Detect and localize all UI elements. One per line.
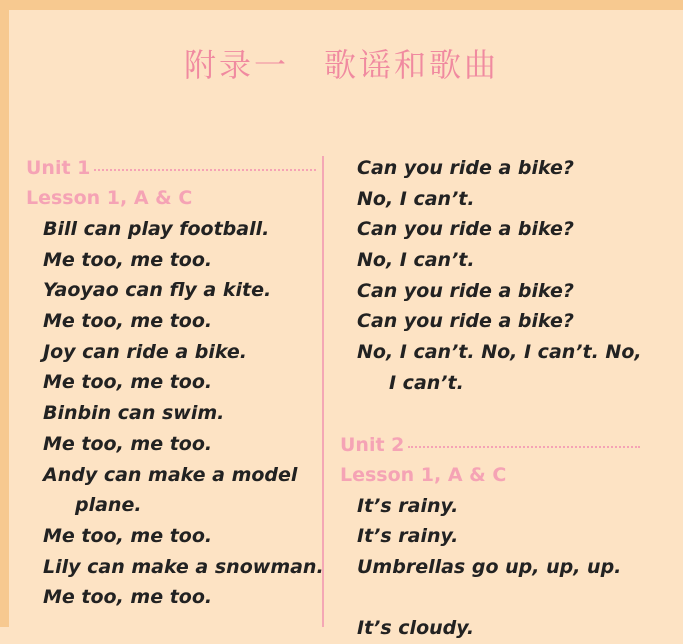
unit-label: Unit 2: [340, 433, 405, 456]
song-line: No, I can’t.: [357, 187, 475, 210]
dotted-leader: [408, 446, 640, 448]
song-line: Umbrellas go up, up, up.: [357, 555, 622, 578]
unit-heading: [26, 153, 316, 183]
song-line: Bill can play football.: [43, 218, 270, 240]
song-line: Me too, me too.: [43, 310, 213, 333]
song-line: Lily can make a snowman.: [43, 555, 324, 578]
song-line: Can you ride a bike?: [357, 218, 574, 241]
song-line: It’s rainy.: [357, 494, 459, 517]
song-line: It’s rainy.: [357, 525, 459, 548]
song-line: Me too, me too.: [43, 586, 213, 609]
dotted-leader: [94, 169, 316, 171]
unit-heading: [340, 430, 640, 460]
left-border-band: [0, 0, 9, 627]
song-line: No, I can’t.: [357, 249, 475, 272]
song-line: [340, 583, 640, 614]
stanza-gap: [340, 399, 640, 430]
song-line: It’s cloudy.: [357, 617, 475, 640]
song-line: Yaoyao can fly a kite.: [43, 279, 272, 302]
song-line: Andy can make a model: [43, 463, 298, 486]
song-line: plane.: [75, 494, 142, 517]
unit-label: Unit 1: [26, 157, 91, 179]
song-line: Joy can ride a bike.: [43, 340, 247, 363]
song-line: Me too, me too.: [43, 248, 213, 271]
left-column: [26, 153, 324, 613]
song-line: Can you ride a bike?: [357, 279, 574, 302]
song-line: Can you ride a bike?: [357, 157, 574, 179]
right-column: [340, 153, 640, 644]
song-line: Me too, me too.: [43, 524, 213, 547]
lesson-heading: Lesson 1, A & C: [340, 463, 507, 486]
page-title: 附录一 歌谣和歌曲: [183, 46, 499, 84]
song-line: Me too, me too.: [43, 371, 213, 394]
song-line: Binbin can swim.: [43, 402, 225, 425]
song-line: No, I can’t. No, I can’t. No,: [357, 341, 642, 364]
song-line: I can’t.: [389, 371, 464, 394]
lesson-heading: Lesson 1, A & C: [26, 187, 193, 209]
song-line: Can you ride a bike?: [357, 310, 574, 333]
song-line: Me too, me too.: [43, 432, 213, 455]
top-border-band: [0, 0, 683, 10]
